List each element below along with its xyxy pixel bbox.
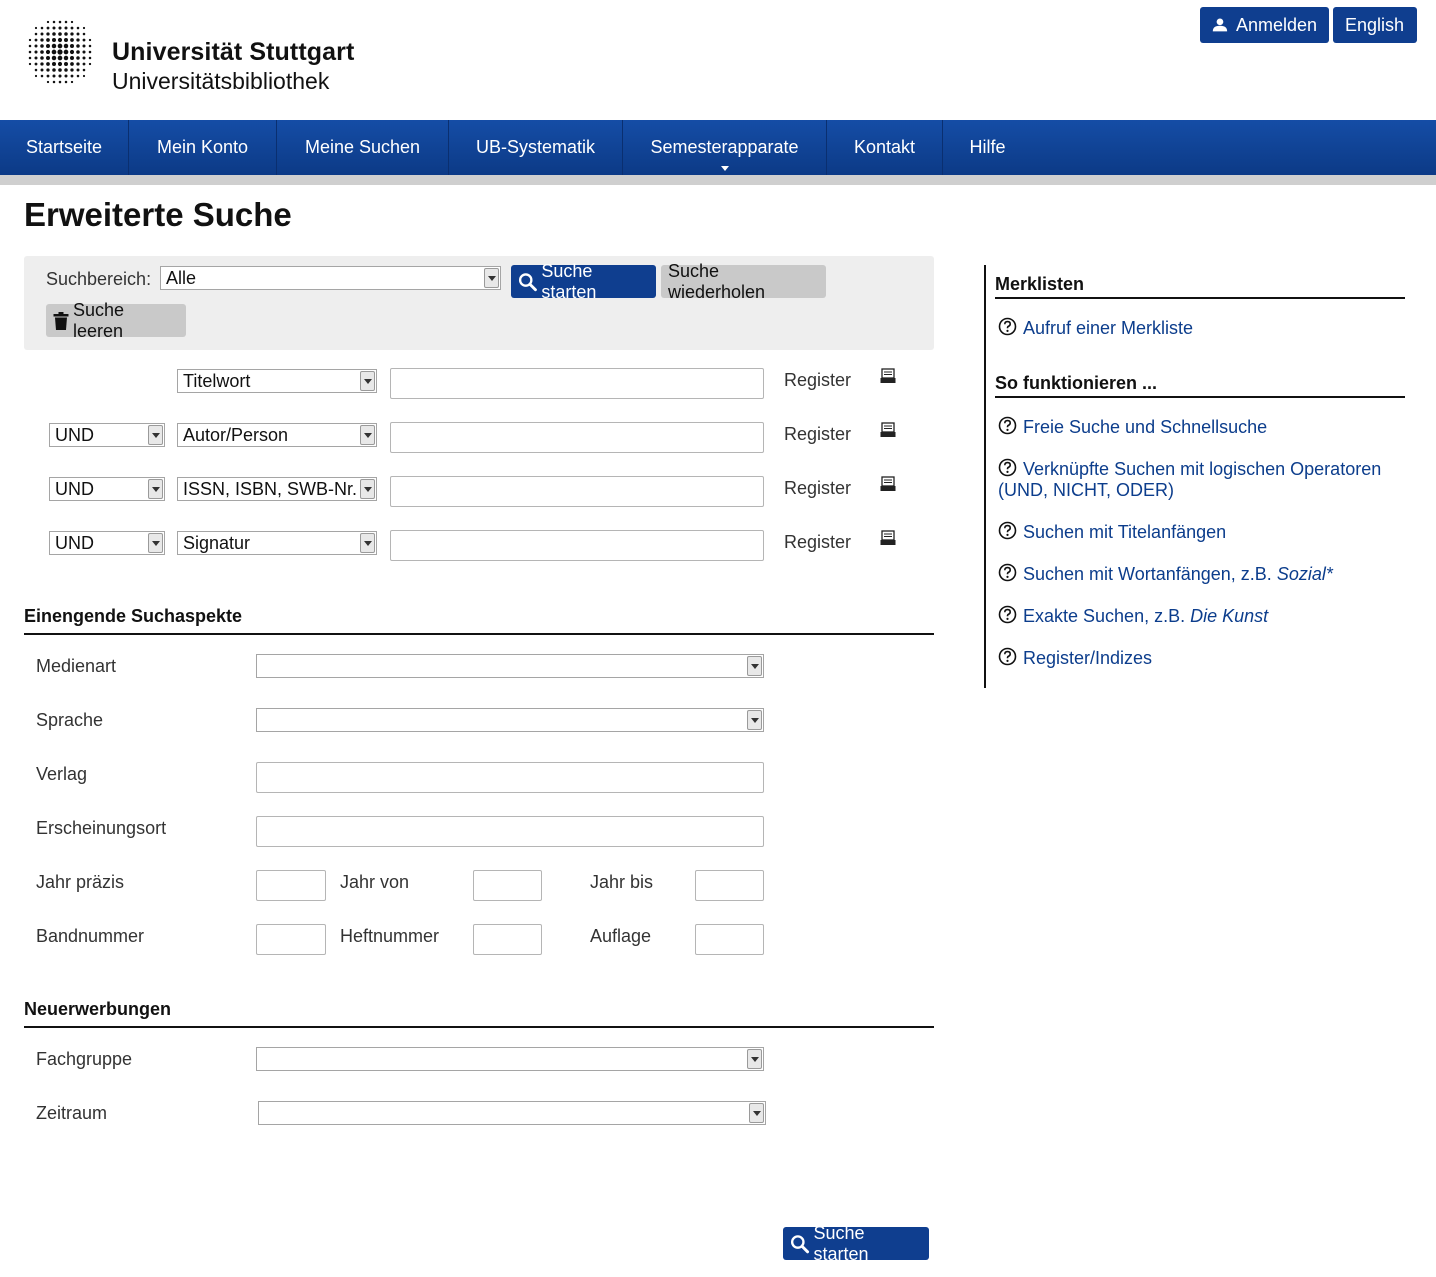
chevron-down-icon (747, 656, 762, 676)
help-link-label: Exakte Suchen, z.B. (1023, 606, 1191, 626)
field-select-3[interactable] (177, 477, 377, 501)
merkliste-link-label: Aufruf einer Merkliste (1023, 318, 1194, 338)
merklisten-heading: Merklisten (995, 274, 1085, 294)
help-link-register[interactable] (998, 647, 1408, 669)
help-link-title-starts[interactable] (998, 521, 1408, 543)
login-label: Anmelden (1235, 14, 1317, 35)
medienart-label: Medienart (36, 656, 117, 676)
search-start-label: Suche starten (813, 1222, 869, 1264)
help-circle-icon (998, 647, 1017, 666)
jahr-praezis-input[interactable] (256, 870, 326, 901)
university-logo-icon (24, 16, 96, 88)
nav-hilfe[interactable]: Hilfe (969, 137, 1006, 157)
narrowing-heading: Einengende Suchaspekte (24, 606, 243, 626)
nav-kontakt[interactable]: Kontakt (827, 120, 943, 175)
field-select-value: Autor/Person (183, 425, 289, 445)
register-link-3[interactable]: Register (784, 478, 852, 498)
nav-shadow (0, 175, 1436, 185)
index-card-icon[interactable] (880, 422, 896, 438)
fachgruppe-label: Fachgruppe (36, 1049, 133, 1069)
search-icon (790, 1234, 810, 1254)
help-circle-icon (998, 521, 1017, 540)
search-clear-button[interactable] (46, 299, 186, 341)
jahr-von-input[interactable] (473, 870, 542, 901)
search-term-input-4[interactable] (390, 530, 764, 561)
bandnummer-label: Bandnummer (36, 926, 145, 946)
zeitraum-label: Zeitraum (36, 1103, 108, 1123)
erscheinungsort-input[interactable] (256, 816, 764, 847)
search-term-input-1[interactable] (390, 368, 764, 399)
search-repeat-label: Suche wiederholen (668, 260, 766, 302)
search-icon (518, 272, 537, 292)
nav-semesterapparate-label: Semesterapparate (650, 137, 799, 157)
howto-heading: So funktionieren ... (995, 373, 1158, 393)
verlag-input[interactable] (256, 762, 764, 793)
chevron-down-icon (360, 533, 375, 553)
jahr-von-label: Jahr von (340, 872, 410, 892)
nav-ub-systematik[interactable]: UB-Systematik (449, 120, 623, 175)
divider (995, 297, 1405, 299)
field-select-1[interactable] (177, 369, 377, 393)
field-select-value: ISSN, ISBN, SWB-Nr. (183, 479, 358, 499)
field-select-4[interactable] (177, 531, 377, 555)
help-circle-icon (998, 416, 1017, 435)
field-select-2[interactable] (177, 423, 377, 447)
jahr-bis-label: Jahr bis (590, 872, 654, 892)
index-card-icon[interactable] (880, 368, 896, 384)
field-select-value: Titelwort (183, 371, 251, 391)
help-circle-icon (998, 458, 1017, 477)
language-english-button[interactable] (1333, 7, 1417, 43)
user-icon (1212, 16, 1228, 34)
help-link-label: Verknüpfte Suchen mit logischen Operatoren (UND, NICHT, ODER) (998, 459, 1382, 500)
divider (24, 1026, 934, 1028)
chevron-down-icon (749, 1103, 764, 1123)
chevron-down-icon (148, 533, 163, 553)
help-circle-icon (998, 605, 1017, 624)
chevron-down-icon (747, 710, 762, 730)
main-nav (0, 120, 1436, 175)
search-scope-select[interactable] (160, 266, 501, 290)
heftnummer-input[interactable] (473, 924, 542, 955)
help-link-example: Sozial* (1276, 564, 1333, 584)
help-link-label: Freie Suche und Schnellsuche (1023, 417, 1268, 437)
help-circle-icon (998, 563, 1017, 582)
trash-icon (53, 312, 69, 330)
nav-startseite[interactable]: Startseite (0, 120, 129, 175)
sprache-label: Sprache (36, 710, 104, 730)
search-repeat-button[interactable] (661, 260, 826, 302)
operator-select-2[interactable] (49, 423, 165, 447)
help-link-label: Suchen mit Wortanfängen, z.B. (1023, 564, 1277, 584)
erscheinungsort-label: Erscheinungsort (36, 818, 167, 838)
help-link-exact-search[interactable] (998, 605, 1408, 627)
chevron-down-icon (360, 425, 375, 445)
new-acquisitions-heading: Neuerwerbungen (24, 999, 172, 1019)
chevron-down-icon (360, 479, 375, 499)
auflage-input[interactable] (695, 924, 764, 955)
chevron-down-icon (360, 371, 375, 391)
medienart-select[interactable] (256, 654, 764, 678)
page-title: Erweiterte Suche (24, 196, 292, 233)
operator-select-4[interactable] (49, 531, 165, 555)
help-link-example: Die Kunst (1190, 606, 1269, 626)
nav-semesterapparate[interactable] (623, 120, 827, 175)
dropdown-caret-icon (721, 166, 729, 171)
register-link-1[interactable]: Register (784, 370, 852, 390)
jahr-bis-input[interactable] (695, 870, 764, 901)
index-card-icon[interactable] (880, 476, 896, 492)
jahr-praezis-label: Jahr präzis (36, 872, 125, 892)
operator-value: UND (55, 425, 94, 445)
help-link-word-starts[interactable] (998, 563, 1408, 585)
help-link-label: Suchen mit Titelanfängen (1023, 522, 1227, 542)
help-link-operators[interactable] (998, 458, 1408, 501)
nav-mein-konto[interactable]: Mein Konto (129, 120, 277, 175)
field-select-value: Signatur (183, 533, 251, 553)
fachgruppe-select[interactable] (256, 1047, 764, 1071)
chevron-down-icon (148, 479, 163, 499)
university-name: Universität Stuttgart (112, 38, 355, 66)
merkliste-link[interactable] (998, 317, 1408, 339)
search-clear-label: Suche leeren (72, 299, 125, 341)
search-scope-label: Suchbereich: (46, 269, 152, 289)
index-card-icon[interactable] (880, 530, 896, 546)
search-term-input-2[interactable] (390, 422, 764, 453)
chevron-down-icon (148, 425, 163, 445)
heftnummer-label: Heftnummer (340, 926, 440, 946)
search-start-label: Suche starten (541, 260, 597, 302)
help-link-label: Register/Indizes (1023, 648, 1153, 668)
sidebar-border (984, 265, 986, 688)
search-start-button[interactable] (511, 260, 656, 302)
register-link-4[interactable]: Register (784, 532, 852, 552)
operator-value: UND (55, 479, 94, 499)
language-label: English (1345, 14, 1405, 35)
login-button[interactable] (1200, 7, 1329, 43)
verlag-label: Verlag (36, 764, 88, 784)
register-link-2[interactable]: Register (784, 424, 852, 444)
divider (24, 633, 934, 635)
help-circle-icon (998, 317, 1017, 336)
search-scope-value: Alle (166, 268, 197, 288)
divider (995, 396, 1405, 398)
sprache-select[interactable] (256, 708, 764, 732)
bandnummer-input[interactable] (256, 924, 326, 955)
operator-value: UND (55, 533, 94, 553)
zeitraum-select[interactable] (258, 1101, 766, 1125)
auflage-label: Auflage (590, 926, 652, 946)
help-link-free-search[interactable] (998, 416, 1408, 438)
nav-meine-suchen[interactable]: Meine Suchen (277, 120, 449, 175)
chevron-down-icon (747, 1049, 762, 1069)
chevron-down-icon (484, 268, 499, 288)
operator-select-3[interactable] (49, 477, 165, 501)
search-start-button-bottom[interactable] (783, 1222, 929, 1264)
library-name: Universitätsbibliothek (112, 68, 330, 94)
search-term-input-3[interactable] (390, 476, 764, 507)
